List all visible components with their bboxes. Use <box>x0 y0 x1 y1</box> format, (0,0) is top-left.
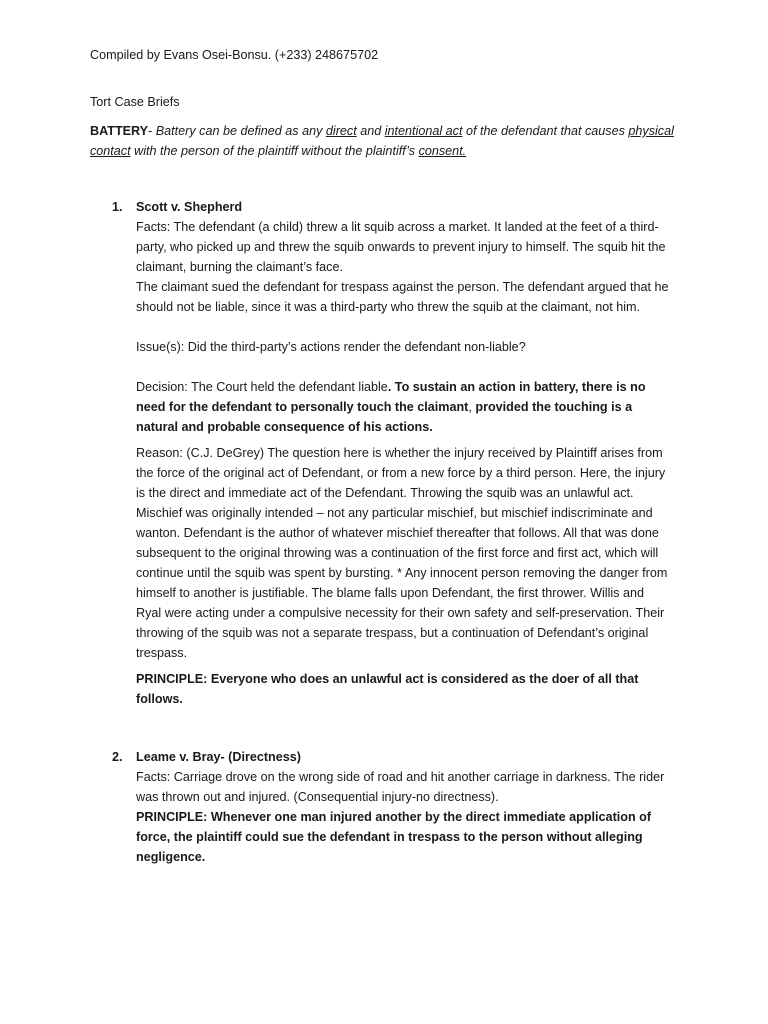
term-physical-contact: physical contact <box>90 124 674 158</box>
case-heading <box>112 197 672 217</box>
case-principle: PRINCIPLE: Everyone who does an unlawful act is considered as the doer of all that follows. <box>136 672 639 706</box>
battery-separator: - <box>148 124 156 138</box>
battery-definition <box>90 121 690 161</box>
battery-text-1: Battery can be defined as any <box>155 124 326 138</box>
document-title: Tort Case Briefs <box>90 95 180 109</box>
case-number: 2. <box>112 750 123 764</box>
battery-text-2: and <box>356 124 385 138</box>
case-decision <box>136 377 672 437</box>
battery-label: BATTERY <box>90 124 149 138</box>
case-number: 1. <box>112 200 123 214</box>
decision-plain-2: , <box>468 400 476 414</box>
case-scott-v-shepherd <box>112 197 672 709</box>
case-facts-continued: The claimant sued the defendant for trespass against the person. The defendant argued that he should not be liable, since it was a third-party who threw the squib at the claimant, not him. <box>136 280 669 314</box>
compiler-header: Compiled by Evans Osei-Bonsu. (+233) 248675702 <box>90 48 379 62</box>
case-title: Leame v. Bray- (Directness) <box>136 750 301 764</box>
case-leame-v-bray <box>112 747 672 867</box>
case-body <box>136 767 672 867</box>
case-facts: Facts: Carriage drove on the wrong side of road and hit another carriage in darkness. The rider was thrown out and injured. (Consequential injury-no directness). <box>136 770 665 804</box>
case-principle: PRINCIPLE: Whenever one man injured another by the direct immediate application of force, the plaintiff could sue the defendant in trespass to the person without alleging negligence. <box>136 810 652 864</box>
term-consent: consent. <box>418 144 467 158</box>
case-title: Scott v. Shepherd <box>136 200 243 214</box>
decision-bold-2: provided the touching is a natural and probable consequence of his actions. <box>136 400 633 434</box>
case-reason: Reason: (C.J. DeGrey) The question here is whether the injury received by Plaintiff arises from the force of the original act of Defendant, or from a new force by a third person. Here, the injury is the direct and immediate act of the Defendant. Throwing the squib was an unlawful act. Mischief was originally intended – not any particular mischief, but mischief indiscriminate and wanton. Defendant is the author of whatever mischief thereafter that follows. All that was done subsequent to the original throwing was a continuation of the first force and first act, which will continue until the squib was spent by bursting. * Any innocent person removing the danger from himself to another is justifiable. The blame falls upon Defendant, the first thrower. Willis and Ryal were acting under a compulsive necessity for their own safety and self-preservation. Their throwing of the squib was not a separate trespass, but a continuation of Defendant’s original trespass. <box>136 446 668 660</box>
battery-text-3: of the defendant that causes <box>462 124 629 138</box>
case-body <box>136 217 672 709</box>
case-facts: Facts: The defendant (a child) threw a lit squib across a market. It landed at the feet of a third-party, who picked up and threw the squib onwards to prevent injury to himself. The squib hit the claimant, burning the claimant’s face. <box>136 220 666 274</box>
battery-text-4: with the person of the plaintiff without the plaintiff’s <box>130 144 419 158</box>
decision-plain: Decision: The Court held the defendant liable <box>136 380 388 394</box>
case-issue: Issue(s): Did the third-party’s actions render the defendant non-liable? <box>136 340 526 354</box>
term-intentional-act: intentional act <box>384 124 463 138</box>
term-direct: direct <box>325 124 357 138</box>
case-heading <box>112 747 672 767</box>
decision-bold-1: . To sustain an action in battery, there is no need for the defendant to personally touch the claimant <box>136 380 646 414</box>
